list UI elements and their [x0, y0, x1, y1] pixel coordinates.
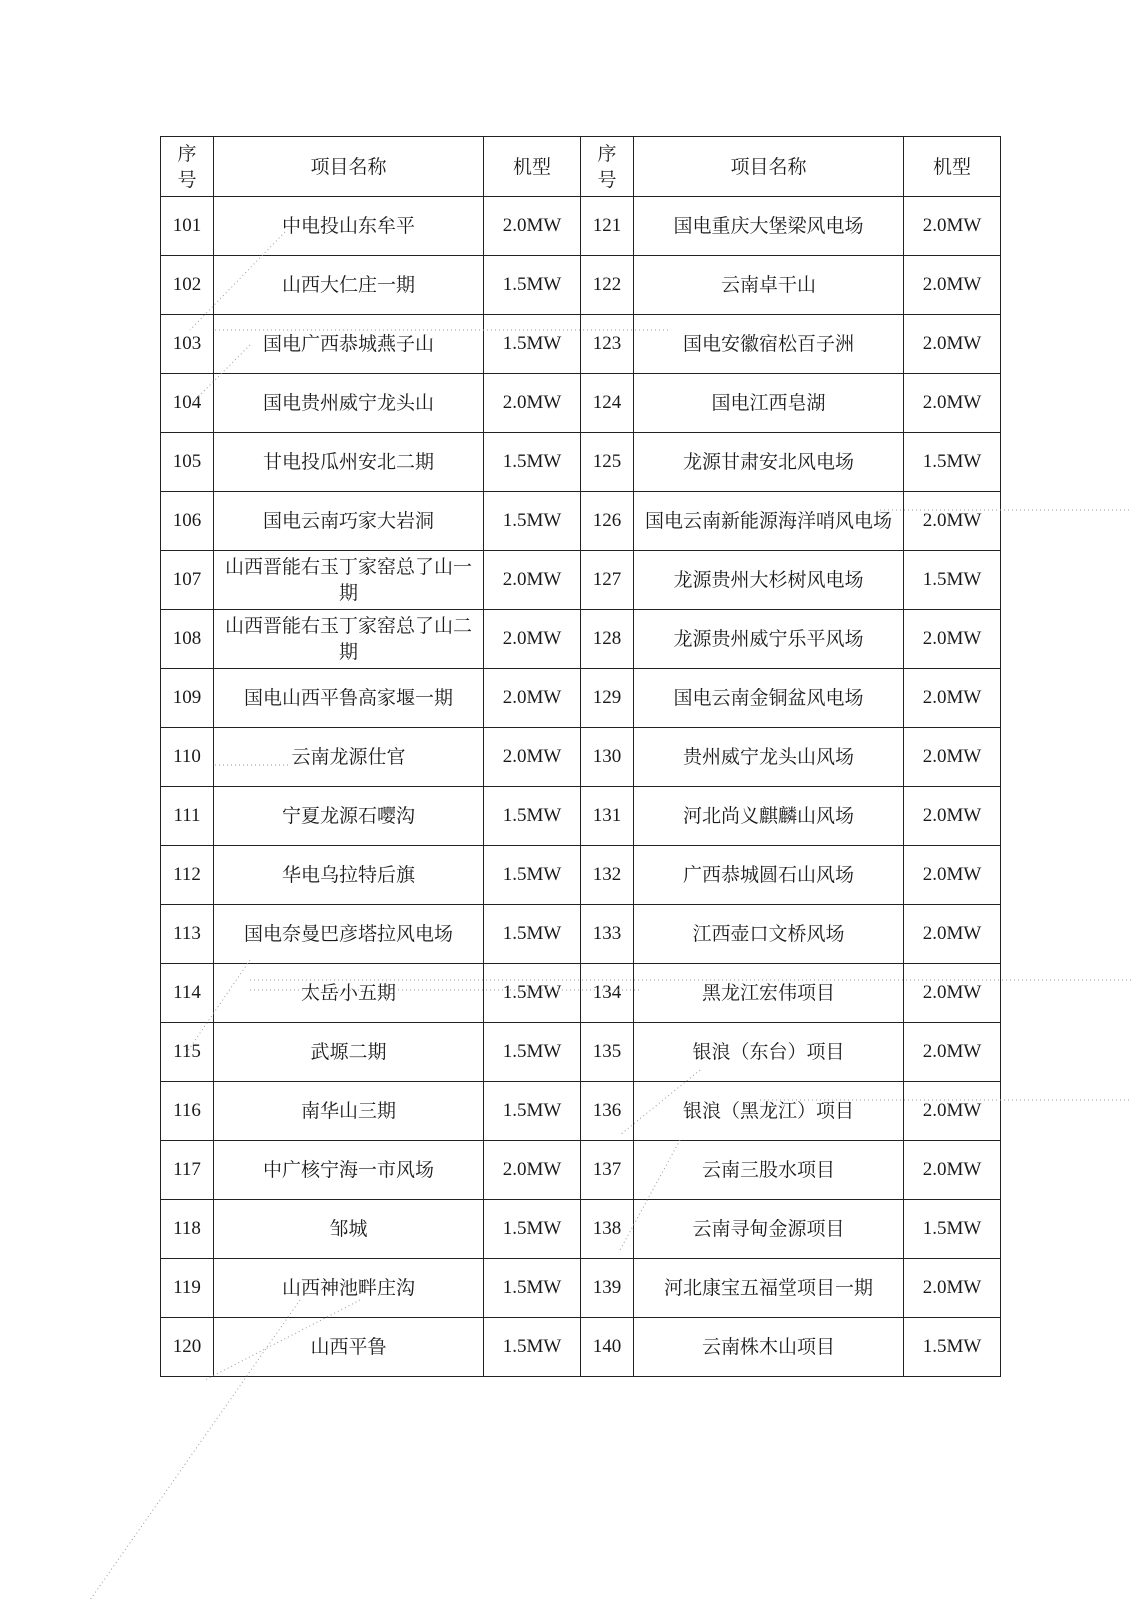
cell-name-left: 山西大仁庄一期	[214, 256, 484, 315]
cell-no-left: 101	[161, 197, 214, 256]
cell-model-right: 1.5MW	[904, 1200, 1001, 1259]
cell-no-right: 130	[581, 728, 634, 787]
cell-no-left: 115	[161, 1023, 214, 1082]
cell-name-right: 贵州威宁龙头山风场	[634, 728, 904, 787]
cell-no-right: 129	[581, 669, 634, 728]
cell-model-left: 2.0MW	[484, 610, 581, 669]
cell-no-left: 113	[161, 905, 214, 964]
cell-no-left: 107	[161, 551, 214, 610]
cell-model-right: 2.0MW	[904, 256, 1001, 315]
cell-no-right: 139	[581, 1259, 634, 1318]
cell-no-right: 132	[581, 846, 634, 905]
cell-name-left: 国电山西平鲁高家堰一期	[214, 669, 484, 728]
cell-no-right: 126	[581, 492, 634, 551]
cell-no-right: 127	[581, 551, 634, 610]
cell-name-right: 国电安徽宿松百子洲	[634, 315, 904, 374]
table-row	[161, 787, 1001, 846]
cell-model-left: 1.5MW	[484, 846, 581, 905]
header-serial-right: 序 号	[581, 137, 634, 197]
cell-no-left: 109	[161, 669, 214, 728]
cell-name-left: 南华山三期	[214, 1082, 484, 1141]
header-model-left: 机型	[484, 137, 581, 197]
cell-name-right: 云南卓干山	[634, 256, 904, 315]
header-project-name-left: 项目名称	[214, 137, 484, 197]
cell-no-left: 105	[161, 433, 214, 492]
cell-no-right: 133	[581, 905, 634, 964]
cell-model-right: 2.0MW	[904, 964, 1001, 1023]
table-row	[161, 197, 1001, 256]
cell-name-left: 国电奈曼巴彦塔拉风电场	[214, 905, 484, 964]
cell-name-left: 山西神池畔庄沟	[214, 1259, 484, 1318]
cell-name-right: 银浪（东台）项目	[634, 1023, 904, 1082]
cell-name-left: 中电投山东牟平	[214, 197, 484, 256]
cell-name-left: 甘电投瓜州安北二期	[214, 433, 484, 492]
cell-no-left: 118	[161, 1200, 214, 1259]
cell-no-right: 135	[581, 1023, 634, 1082]
cell-model-left: 1.5MW	[484, 1023, 581, 1082]
cell-model-left: 2.0MW	[484, 374, 581, 433]
cell-name-right: 云南寻甸金源项目	[634, 1200, 904, 1259]
cell-model-left: 2.0MW	[484, 669, 581, 728]
cell-name-left: 国电贵州威宁龙头山	[214, 374, 484, 433]
cell-name-left: 国电广西恭城燕子山	[214, 315, 484, 374]
cell-no-left: 103	[161, 315, 214, 374]
cell-name-right: 龙源贵州威宁乐平风场	[634, 610, 904, 669]
project-table	[160, 136, 1001, 1377]
cell-no-left: 102	[161, 256, 214, 315]
cell-no-right: 137	[581, 1141, 634, 1200]
cell-model-right: 2.0MW	[904, 846, 1001, 905]
cell-model-right: 2.0MW	[904, 315, 1001, 374]
cell-model-left: 1.5MW	[484, 1318, 581, 1377]
cell-model-right: 2.0MW	[904, 787, 1001, 846]
cell-no-right: 140	[581, 1318, 634, 1377]
cell-name-right: 龙源甘肃安北风电场	[634, 433, 904, 492]
table-row	[161, 374, 1001, 433]
cell-no-right: 122	[581, 256, 634, 315]
cell-model-left: 2.0MW	[484, 197, 581, 256]
cell-name-left: 宁夏龙源石嘤沟	[214, 787, 484, 846]
table-header-row	[161, 137, 1001, 197]
cell-no-left: 117	[161, 1141, 214, 1200]
table-row	[161, 1200, 1001, 1259]
cell-name-right: 广西恭城圆石山风场	[634, 846, 904, 905]
table-row	[161, 551, 1001, 610]
cell-model-left: 1.5MW	[484, 964, 581, 1023]
cell-name-right: 国电云南新能源海洋哨风电场	[634, 492, 904, 551]
cell-no-right: 123	[581, 315, 634, 374]
table-row	[161, 256, 1001, 315]
table-row	[161, 610, 1001, 669]
cell-model-right: 2.0MW	[904, 905, 1001, 964]
cell-name-right: 龙源贵州大杉树风电场	[634, 551, 904, 610]
table-row	[161, 492, 1001, 551]
cell-model-left: 1.5MW	[484, 787, 581, 846]
cell-name-right: 河北康宝五福堂项目一期	[634, 1259, 904, 1318]
cell-model-left: 1.5MW	[484, 433, 581, 492]
table-row	[161, 1023, 1001, 1082]
cell-name-right: 云南三股水项目	[634, 1141, 904, 1200]
cell-model-right: 2.0MW	[904, 492, 1001, 551]
cell-name-left: 山西晋能右玉丁家窑总了山一期	[214, 551, 484, 610]
cell-name-right: 云南株木山项目	[634, 1318, 904, 1377]
cell-name-left: 武塬二期	[214, 1023, 484, 1082]
cell-name-right: 国电重庆大堡梁风电场	[634, 197, 904, 256]
cell-name-right: 国电江西皂湖	[634, 374, 904, 433]
header-serial-left: 序 号	[161, 137, 214, 197]
cell-name-left: 邹城	[214, 1200, 484, 1259]
cell-model-right: 2.0MW	[904, 1259, 1001, 1318]
cell-name-right: 黑龙江宏伟项目	[634, 964, 904, 1023]
cell-name-left: 山西平鲁	[214, 1318, 484, 1377]
cell-no-left: 110	[161, 728, 214, 787]
cell-no-right: 124	[581, 374, 634, 433]
header-project-name-right: 项目名称	[634, 137, 904, 197]
table-row	[161, 433, 1001, 492]
cell-model-right: 2.0MW	[904, 669, 1001, 728]
table-row	[161, 1259, 1001, 1318]
table-row	[161, 315, 1001, 374]
cell-model-right: 2.0MW	[904, 374, 1001, 433]
cell-no-left: 114	[161, 964, 214, 1023]
cell-model-left: 1.5MW	[484, 905, 581, 964]
cell-no-right: 121	[581, 197, 634, 256]
cell-name-right: 河北尚义麒麟山风场	[634, 787, 904, 846]
cell-name-left: 太岳小五期	[214, 964, 484, 1023]
cell-model-left: 2.0MW	[484, 551, 581, 610]
cell-no-right: 125	[581, 433, 634, 492]
cell-no-left: 106	[161, 492, 214, 551]
table-row	[161, 669, 1001, 728]
cell-name-left: 中广核宁海一市风场	[214, 1141, 484, 1200]
cell-no-right: 131	[581, 787, 634, 846]
cell-model-left: 2.0MW	[484, 1141, 581, 1200]
cell-name-left: 云南龙源仕官	[214, 728, 484, 787]
cell-model-left: 1.5MW	[484, 256, 581, 315]
table-row	[161, 1141, 1001, 1200]
table-row	[161, 1318, 1001, 1377]
table-row	[161, 1082, 1001, 1141]
cell-model-right: 1.5MW	[904, 551, 1001, 610]
cell-model-right: 2.0MW	[904, 728, 1001, 787]
cell-model-left: 1.5MW	[484, 492, 581, 551]
cell-no-right: 136	[581, 1082, 634, 1141]
table-row	[161, 905, 1001, 964]
cell-model-right: 2.0MW	[904, 1082, 1001, 1141]
table-row	[161, 846, 1001, 905]
cell-name-right: 银浪（黑龙江）项目	[634, 1082, 904, 1141]
cell-no-left: 104	[161, 374, 214, 433]
cell-no-left: 108	[161, 610, 214, 669]
cell-no-left: 111	[161, 787, 214, 846]
cell-model-left: 1.5MW	[484, 1200, 581, 1259]
cell-model-right: 2.0MW	[904, 1023, 1001, 1082]
table-row	[161, 728, 1001, 787]
cell-model-right: 2.0MW	[904, 1141, 1001, 1200]
cell-model-left: 1.5MW	[484, 1259, 581, 1318]
cell-no-left: 116	[161, 1082, 214, 1141]
cell-model-right: 2.0MW	[904, 197, 1001, 256]
cell-name-left: 华电乌拉特后旗	[214, 846, 484, 905]
cell-model-left: 1.5MW	[484, 1082, 581, 1141]
cell-no-right: 138	[581, 1200, 634, 1259]
cell-model-left: 2.0MW	[484, 728, 581, 787]
cell-no-left: 119	[161, 1259, 214, 1318]
cell-model-left: 1.5MW	[484, 315, 581, 374]
cell-model-right: 1.5MW	[904, 1318, 1001, 1377]
cell-no-left: 120	[161, 1318, 214, 1377]
cell-name-right: 江西壶口文桥风场	[634, 905, 904, 964]
cell-no-right: 128	[581, 610, 634, 669]
table-row	[161, 964, 1001, 1023]
cell-name-left: 国电云南巧家大岩洞	[214, 492, 484, 551]
cell-name-right: 国电云南金铜盆风电场	[634, 669, 904, 728]
header-model-right: 机型	[904, 137, 1001, 197]
cell-model-right: 2.0MW	[904, 610, 1001, 669]
cell-no-left: 112	[161, 846, 214, 905]
cell-name-left: 山西晋能右玉丁家窑总了山二期	[214, 610, 484, 669]
cell-no-right: 134	[581, 964, 634, 1023]
cell-model-right: 1.5MW	[904, 433, 1001, 492]
